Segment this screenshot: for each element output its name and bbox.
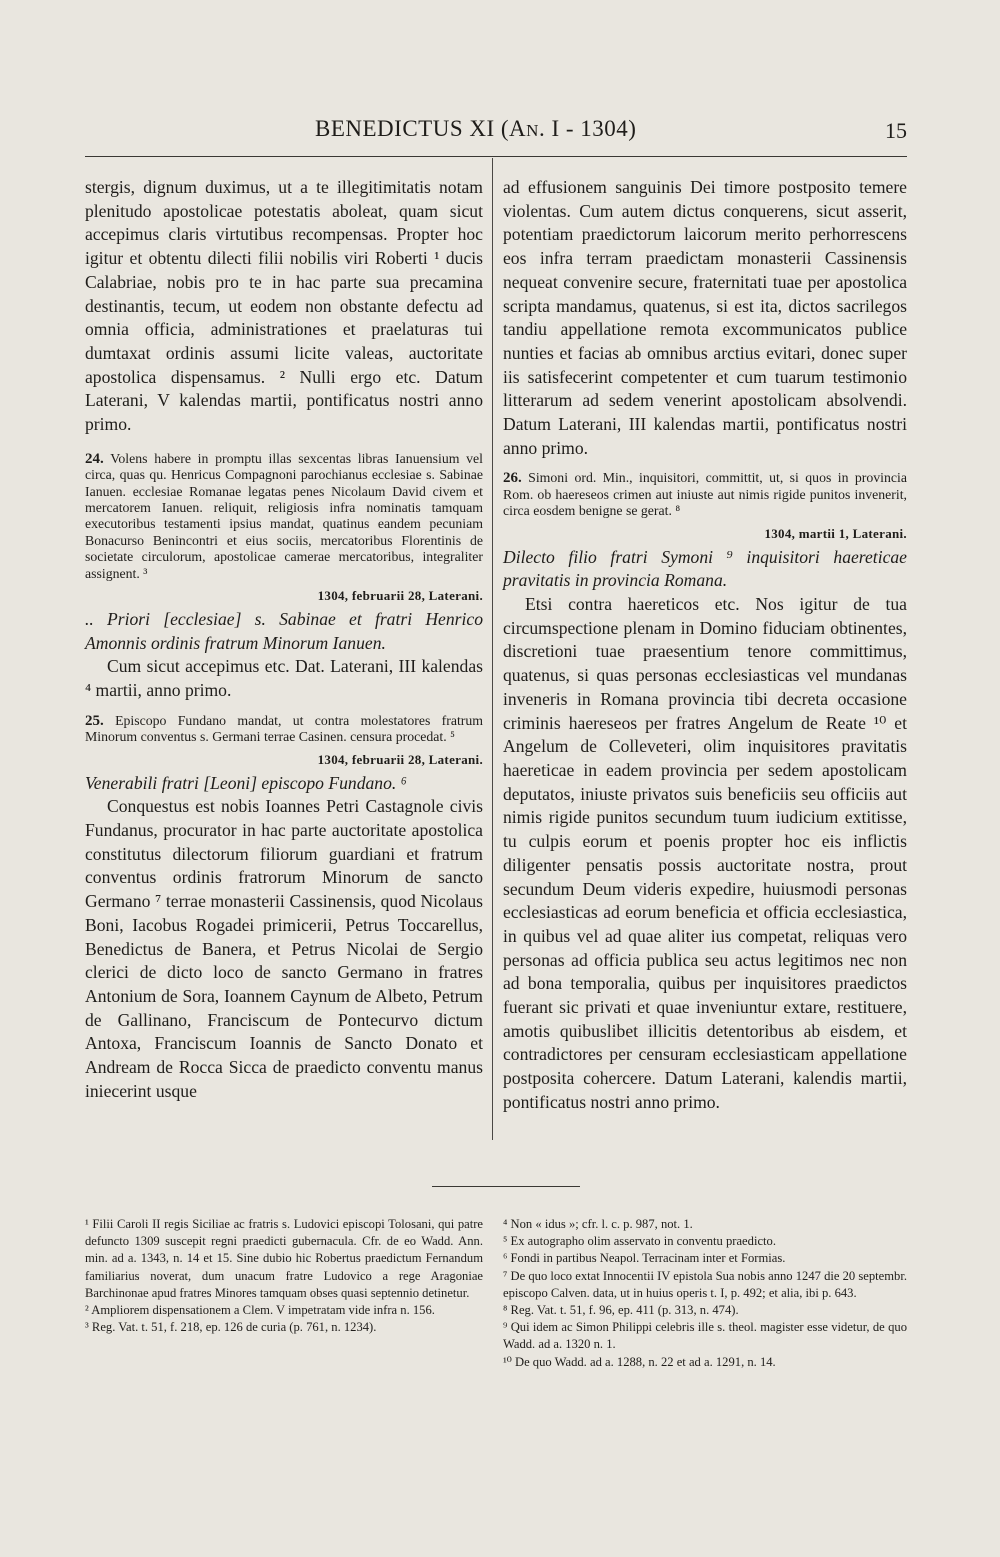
document-24-dateline: 1304, februarii 28, Laterani. [317,587,483,603]
footnote: ⁷ De quo loco extat Innocentii IV epistola Sua nobis anno 1247 die 20 septembr. episcopo Calven. data, ut in huius operis t. I, p. 492; et alia, ibi p. 643. [503,1268,907,1300]
running-title [315,116,636,142]
right-column [503,176,907,1115]
document-26-summary [503,470,907,519]
document-25-summary [85,713,483,746]
document-24-address: .. Priori [ecclesiae] s. Sabinae et fratri Henrico Amonnis ordinis fratrum Minorum Ianuen. [85,608,483,653]
document-24-number: 24. [85,450,104,467]
running-title-main: BENEDICTUS XI (A [315,116,527,141]
footnote: ⁴ Non « idus »; cfr. l. c. p. 987, not. 1. [503,1217,693,1231]
document-25-text: Conquestus est nobis Ioannes Petri Castagnole civis Fundanus, procurator in hac parte auctoritate apostolica constitutus dilectorum filiorum guardiani et fratrum conventus ordinis fratrorum Minorum de sancto Germano ⁷ terrae monasterii Cassinensis, quod Nicolaus Boni, Iacobus Rogadei primicerii, Petrus Toccarellus, Benedictus de Banera, et Petrus Nicolai de Sergio clerici de dicto loco de sancto Germano in fratres Antonium de Sora, Ioannem Caynum de Albeto, Petrum de Gallinano, Franciscum de Pontecurvo dictum Antoxa, Franciscum Ioannis de Sancto Donato et Andream de Rocca Sicca de praedicto conventu manus iniecerint usque [85,796,483,1101]
document-26-dateline: 1304, martii 1, Laterani. [764,525,907,541]
footnote-rule [432,1186,580,1187]
document-24-text: Cum sicut accepimus etc. Dat. Laterani, III kalendas ⁴ martii, anno primo. [85,656,483,701]
document-26-number: 26. [503,470,522,487]
footnotes-right [503,1216,907,1371]
document-25-summary-text: Episcopo Fundano mandat, ut contra molestatores fratrum Minorum conventus s. Germani terrae Casinen. censura procedat. ⁵ [85,712,483,745]
footnote: ² Ampliorem dispensationem a Clem. V impetratam vide infra n. 156. [85,1303,435,1318]
document-25-dateline: 1304, februarii 28, Laterani. [317,751,483,767]
right-paragraph-continuation: ad effusionem sanguinis Dei timore postposito temere violentas. Cum autem dictus conquerens, sicut asserit, potentiam praedictorum laicorum merito perhorrescens eos infra terram praedictam monasterii Cassinensis nequeat convenire secure, fraternitati tuae per apostolica scripta mandamus, quatenus, si est ita, dictos sacrilegos tandiu appellatione remota excommunicatos publice nunties et facias ab omnibus arctius evitari, donec super iis satisfecerint competenter et cum tuarum testimonio litterarum ad sedem venerint apostolicam absolvendi. Datum Laterani, III kalendas martii, pontificatus nostri anno primo. [503,177,907,458]
document-24-summary [85,451,483,582]
footnote: ⁵ Ex autographo olim asservato in conventu praedicto. [503,1234,776,1249]
footnotes-left [85,1216,483,1336]
running-head [85,112,915,152]
document-26-text: Etsi contra haereticos etc. Nos igitur de tua circumspectione plenam in Domino fiduciam obtinentes, discretioni tuae praesentium tenore committimus, quatenus, si quas personas ecclesiasticas vel mundanas inveneris in Romana provincia tibi decreta occasione criminis haereseos per fratres Angelum de Reate ¹⁰ et Angelum de Colleveteri, olim inquisitores pravitatis haereticae in eadem provincia per sedem apostolicam deputatos, iniuste privatos suis beneficiis seu officiis aut nimis rigide punitos secundum tuum iudicium extitisse, tu culpis eorum et poenis propter hoc eis inflictis diligenter pensatis possis auctoritate nostra, prout secundum Deum videris expedire, huiusmodi personas ecclesiasticas ad eorum beneficia et officia ecclesiastica, in quibus vel ad quae aliter ius competat, reliquas vero personas ad officia publica seu actus legitimos nec non ad bona temporalia, quibus per inquisitores praedictos fuerant sic privati et quae inveniuntur extare, restituere, amotis quibuslibet illicitis detentoribus ab eisdem, et contradictores per censuram ecclesiasticam appellatione postposita cohercere. Datum Laterani, kalendis martii, pontificatus nostri anno primo. [503,594,907,1112]
footnote: ¹ Filii Caroli II regis Siciliae ac fratris s. Ludovici episcopi Tolosani, qui patre defuncto 1309 suscepit regni praedicti gubernacula. Cfr. de eo Wadd. Ann. min. ad a. 1343, n. 14 et 15. Sine dubio hic Robertus praedictum Fernandum familiarius noverat, dum unacum fratre Ludovico a rege Aragoniae Barchinonae apud fratres Minores tamquam obses quasi septennio detinetur. [85,1217,483,1300]
footnote: ³ Reg. Vat. t. 51, f. 218, ep. 126 de curia (p. 761, n. 1234). [85,1320,377,1335]
header-rule [85,156,907,157]
left-paragraph-continuation: stergis, dignum duximus, ut a te illegitimitatis notam plenitudo apostolicae potestatis aboleat, quam sicut accepimus claris virtutibus recompensas. Propter hoc igitur et obtentu dilecti filii nobilis viri Roberti ¹ ducis Calabriae, nobis pro te in hac parte sua precamina destinantis, tecum, ut eodem non obstante defectu ad omnia officia, administrationes et praelaturas tui dumtaxat ordinis assumi licite valeas, auctoritate apostolica dispensamus. ² Nulli ergo etc. Datum Laterani, V kalendas martii, pontificatus nostri anno primo. [85,177,483,435]
document-25-address: Venerabili fratri [Leoni] episcopo Fundano. ⁶ [85,772,407,793]
document-26-summary-text: Simoni ord. Min., inquisitori, committit, ut, si quos in provincia Rom. ob haereseos crimen aut iniuste aut nimis rigide punitos invenerit, circa eosdem benigne se gerat. ⁸ [503,470,907,519]
document-26-address: Dilecto filio fratri Symoni ⁹ inquisitori haereticae pravitatis in provincia Romana. [503,546,907,591]
running-title-smallcaps: N [526,121,539,140]
running-title-rest: . I - 1304) [538,116,637,141]
column-rule [492,158,493,1140]
footnote: ⁸ Reg. Vat. t. 51, f. 96, ep. 411 (p. 313, n. 474). [503,1303,739,1318]
document-25-number: 25. [85,712,104,729]
left-column [85,176,483,1103]
footnote: ⁶ Fondi in partibus Neapol. Terracinam inter et Formias. [503,1251,786,1266]
document-24-summary-text: Volens habere in promptu illas sexcentas libras Ianuensium vel circa, quas qu. Henricus Compagnoni parochianus ecclesiae s. Sabinae Ianuen. ecclesiae Romanae legatas penes Nicolaum David civem et mercatorem Ianuen. reliquit, religiosis infra nominatis tamquam executoribus testamenti ipsius mandat, quatinus eandem pecuniam Bonacurso Benincontri et eius sociis, mercatoribus Florentinis de societate circulorum, apostolicae camerae mercatoribus, integraliter assignent. ³ [85,450,484,581]
footnote: ¹⁰ De quo Wadd. ad a. 1288, n. 22 et ad a. 1291, n. 14. [503,1354,776,1369]
footnote: ⁹ Qui idem ac Simon Philippi celebris ille s. theol. magister esse videtur, de quo Wadd. ad a. 1320 n. 1. [503,1320,907,1352]
page-number: 15 [885,118,907,143]
